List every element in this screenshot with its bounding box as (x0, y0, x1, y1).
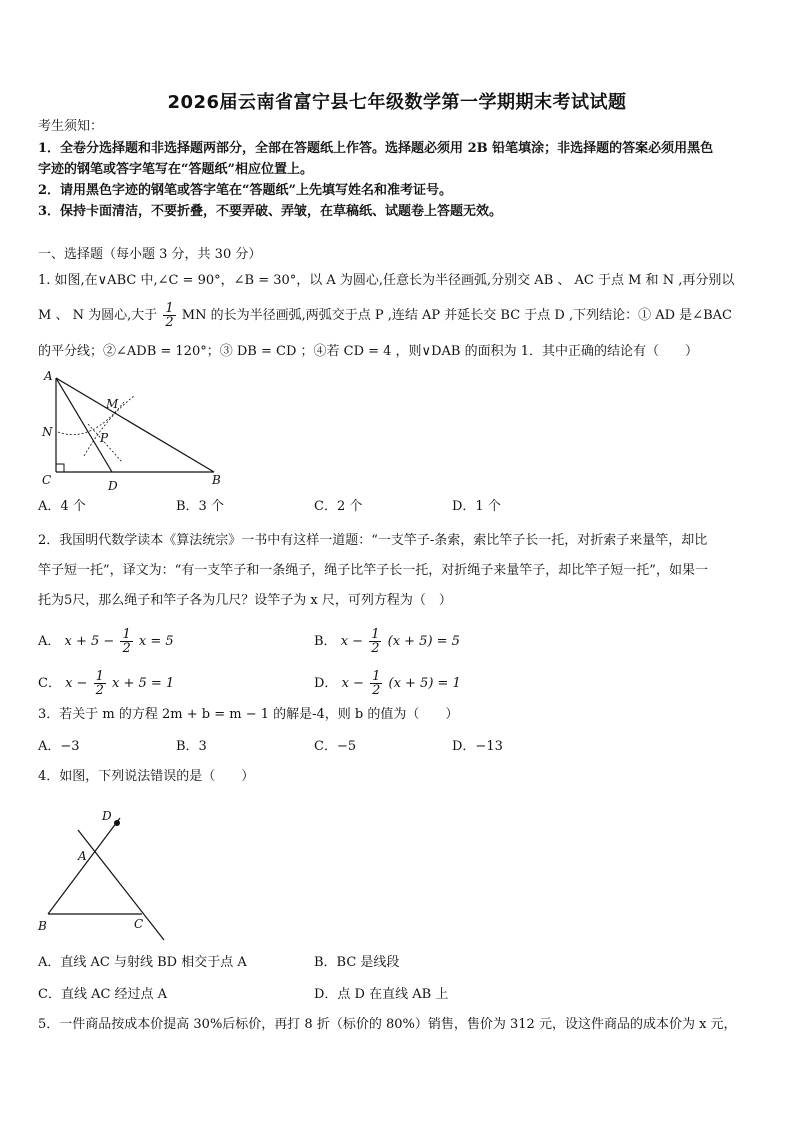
fraction-denominator: 2 (122, 641, 131, 656)
notice-item: 3．保持卡面清洁，不要折叠，不要弄破、弄皱，在草稿纸、试题卷上答题无效。 (38, 204, 503, 219)
equation-part: x + 5 = 1 (112, 676, 175, 691)
equation-part: x + 5 − (64, 634, 115, 649)
label-c: C (42, 473, 52, 487)
fraction (163, 302, 175, 329)
q1-option-a[interactable]: A．4 个 (38, 499, 86, 514)
label-d: D (102, 809, 112, 823)
section-heading: 一、选择题（每小题 3 分，共 30 分） (38, 247, 262, 262)
q1-option-b[interactable]: B．3 个 (176, 499, 224, 514)
label-a: A (78, 849, 87, 863)
q1-text-line (38, 302, 758, 329)
q4-figure (34, 804, 174, 942)
label-a: A (44, 369, 53, 383)
q3-option-a[interactable]: A．−3 (38, 739, 80, 754)
equation-part: x − (65, 676, 88, 691)
q4-text-line: 4．如图，下列说法错误的是（ ） (38, 769, 255, 784)
label-c: C (134, 917, 144, 931)
line-ac (78, 830, 164, 940)
q1-text-part: M 、 N 为圆心,大于 (38, 308, 158, 323)
q2-option-b[interactable] (314, 628, 460, 655)
fraction-denominator: 2 (165, 315, 174, 330)
equation-part: (x + 5) = 5 (387, 634, 460, 649)
fraction (369, 628, 381, 655)
right-angle-mark (56, 464, 64, 472)
equation-part: (x + 5) = 1 (388, 676, 461, 691)
side-ab (56, 378, 214, 472)
equation-part: x − (340, 634, 364, 649)
q4-option-a[interactable]: A．直线 AC 与射线 BD 相交于点 A (38, 955, 247, 970)
label-p: P (100, 431, 109, 445)
q2-option-c[interactable] (38, 670, 174, 697)
fraction (120, 628, 132, 655)
fraction-numerator: 1 (165, 301, 174, 316)
q2-text-line: 2．我国明代数学读本《算法统宗》一书中有这样一道题：“一支竿子-条索，索比竿子长一托，对折索子来量竿，却比 (38, 533, 708, 548)
q1-text-line: 的平分线；②∠ADB = 120°；③ DB = CD ；④若 CD = 4 ，则∨DAB 的面积为 1．其中正确的结论有（ ） (38, 344, 698, 359)
page-title: 2026届云南省富宁县七年级数学第一学期期末考试试题 (167, 92, 627, 113)
fraction-numerator: 1 (122, 627, 131, 642)
q3-option-c[interactable]: C．−5 (314, 739, 357, 754)
q1-triangle-figure (36, 366, 226, 492)
option-label: C． (38, 676, 61, 691)
fraction (94, 670, 106, 697)
q4-option-b[interactable]: B．BC 是线段 (314, 955, 400, 970)
ray-bd (48, 818, 120, 914)
option-label: B． (314, 634, 337, 649)
q4-option-c[interactable]: C．直线 AC 经过点 A (38, 987, 168, 1002)
notice-item: 字迹的钢笔或答字笔写在“答题纸”相应位置上。 (38, 162, 313, 177)
q2-option-a[interactable] (38, 628, 174, 655)
notice-item: 1．全卷分选择题和非选择题两部分，全部在答题纸上作答。选择题必须用 2B 铅笔填涂；非选择题的答案必须用黑色 (38, 141, 714, 156)
q2-option-d[interactable] (314, 670, 461, 697)
q4-option-d[interactable]: D．点 D 在直线 AB 上 (314, 987, 449, 1002)
label-b: B (212, 473, 221, 487)
equation-part: x − (341, 676, 364, 691)
q2-text-line: 竿子短一托”，译文为：“有一支竿子和一条绳子，绳子比竿子长一托，对折绳子来量竿子，却比竿子短一托”，如果一 (38, 563, 708, 578)
fraction-denominator: 2 (372, 683, 381, 698)
fraction-denominator: 2 (95, 683, 104, 698)
fraction-numerator: 1 (371, 627, 380, 642)
point-d (114, 820, 120, 826)
segment-ad (56, 378, 112, 472)
notice-heading: 考生须知： (38, 119, 104, 134)
fraction-denominator: 2 (371, 641, 380, 656)
fraction-numerator: 1 (372, 669, 381, 684)
equation-part: x = 5 (138, 634, 174, 649)
q5-text-line: 5．一件商品按成本价提高 30%后标价，再打 8 折（标价的 80%）销售，售价为 312 元，设这件商品的成本价为 x 元， (38, 1017, 737, 1032)
label-b: B (38, 919, 47, 933)
label-n: N (42, 425, 53, 439)
option-label: D． (314, 676, 338, 691)
q2-text-line: 托为5尺，那么绳子和竿子各为几尺？设竿子为 x 尺，可列方程为（ ） (38, 593, 452, 608)
q1-option-c[interactable]: C．2 个 (314, 499, 363, 514)
fraction-numerator: 1 (95, 669, 104, 684)
q1-option-d[interactable]: D．1 个 (452, 499, 501, 514)
q1-text-part: MN 的长为半径画弧,两弧交于点 P ,连结 AP 并延长交 BC 于点 D ,下列结论：① AD 是∠BAC (181, 308, 732, 323)
q3-option-d[interactable]: D．−13 (452, 739, 503, 754)
q3-option-b[interactable]: B．3 (176, 739, 207, 754)
option-label: A． (38, 634, 61, 649)
notice-item: 2．请用黑色字迹的钢笔或答字笔在“答题纸”上先填写姓名和准考证号。 (38, 183, 453, 198)
label-m: M (106, 397, 119, 411)
q3-text-line: 3．若关于 m 的方程 2m + b = m − 1 的解是-4，则 b 的值为（ ） (38, 707, 459, 722)
q1-text-line: 1. 如图,在∨ABC 中,∠C = 90°，∠B = 30°，以 A 为圆心,任意长为半径画弧,分别交 AB 、 AC 于点 M 和 N ,再分别以 (38, 273, 735, 288)
label-d: D (108, 479, 118, 492)
fraction (370, 670, 382, 697)
